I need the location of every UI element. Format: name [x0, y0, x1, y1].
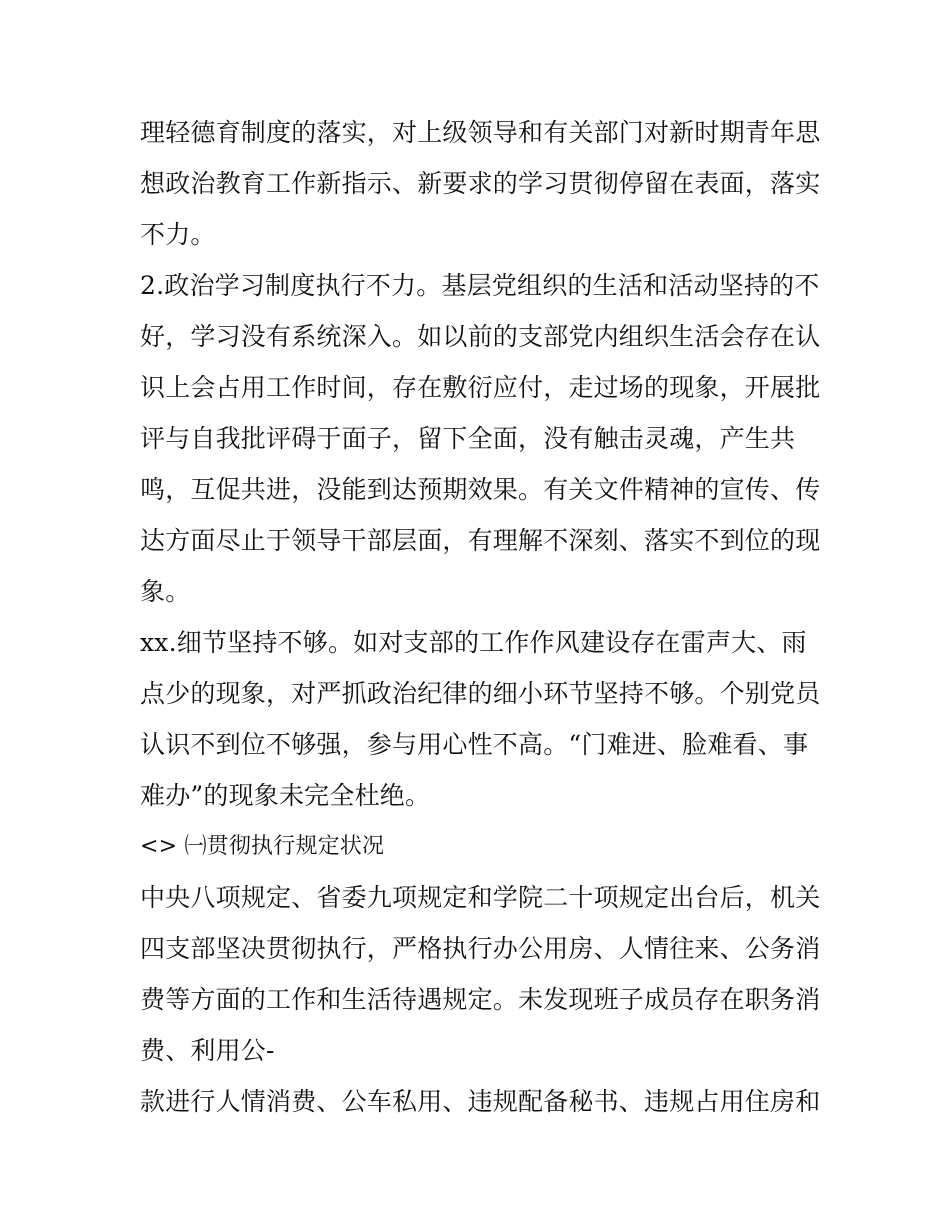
text-line: 费等方面的工作和生活待遇规定。未发现班子成员存在职务消: [140, 985, 821, 1014]
text-line: 不力。: [140, 220, 216, 249]
document-body: [140, 107, 821, 1127]
text-line: 2.政治学习制度执行不力。基层党组织的生活和活动坚持的不: [140, 271, 820, 300]
text-line: 达方面尽止于领导干部层面，有理解不深刻、落实不到位的现: [140, 526, 821, 555]
text-line: 象。: [140, 577, 191, 606]
text-line: 四支部坚决贯彻执行，严格执行办公用房、人情往来、公务消: [140, 934, 821, 963]
text-line: xx.细节坚持不够。如对支部的工作作风建设存在雷声大、雨: [140, 628, 807, 657]
text-line: 难办”的现象未完全杜绝。: [140, 781, 431, 810]
text-line: 中央八项规定、省委九项规定和学院二十项规定出台后，机关: [140, 883, 821, 912]
text-line: 识上会占用工作时间，存在敷衍应付，走过场的现象，开展批: [140, 373, 821, 402]
text-line: 鸣，互促共进，没能到达预期效果。有关文件精神的宣传、传: [140, 475, 821, 504]
text-line: 好，学习没有系统深入。如以前的支部党内组织生活会存在认: [140, 322, 821, 351]
text-line: 认识不到位不够强，参与用心性不高。“门难进、脸难看、事: [140, 730, 809, 759]
text-line: 评与自我批评碍于面子，留下全面，没有触击灵魂，产生共: [140, 424, 796, 453]
text-line: 想政治教育工作新指示、新要求的学习贯彻停留在表面，落实: [140, 169, 821, 198]
text-line: 款进行人情消费、公车私用、违规配备秘书、违规占用住房和: [140, 1087, 821, 1116]
text-line: 理轻德育制度的落实，对上级领导和有关部门对新时期青年思: [140, 118, 821, 147]
text-line: 点少的现象，对严抓政治纪律的细小环节坚持不够。个别党员: [140, 679, 821, 708]
section-heading: <> ㈠贯彻执行规定状况: [140, 834, 385, 859]
text-line: 费、利用公-: [140, 1036, 275, 1065]
